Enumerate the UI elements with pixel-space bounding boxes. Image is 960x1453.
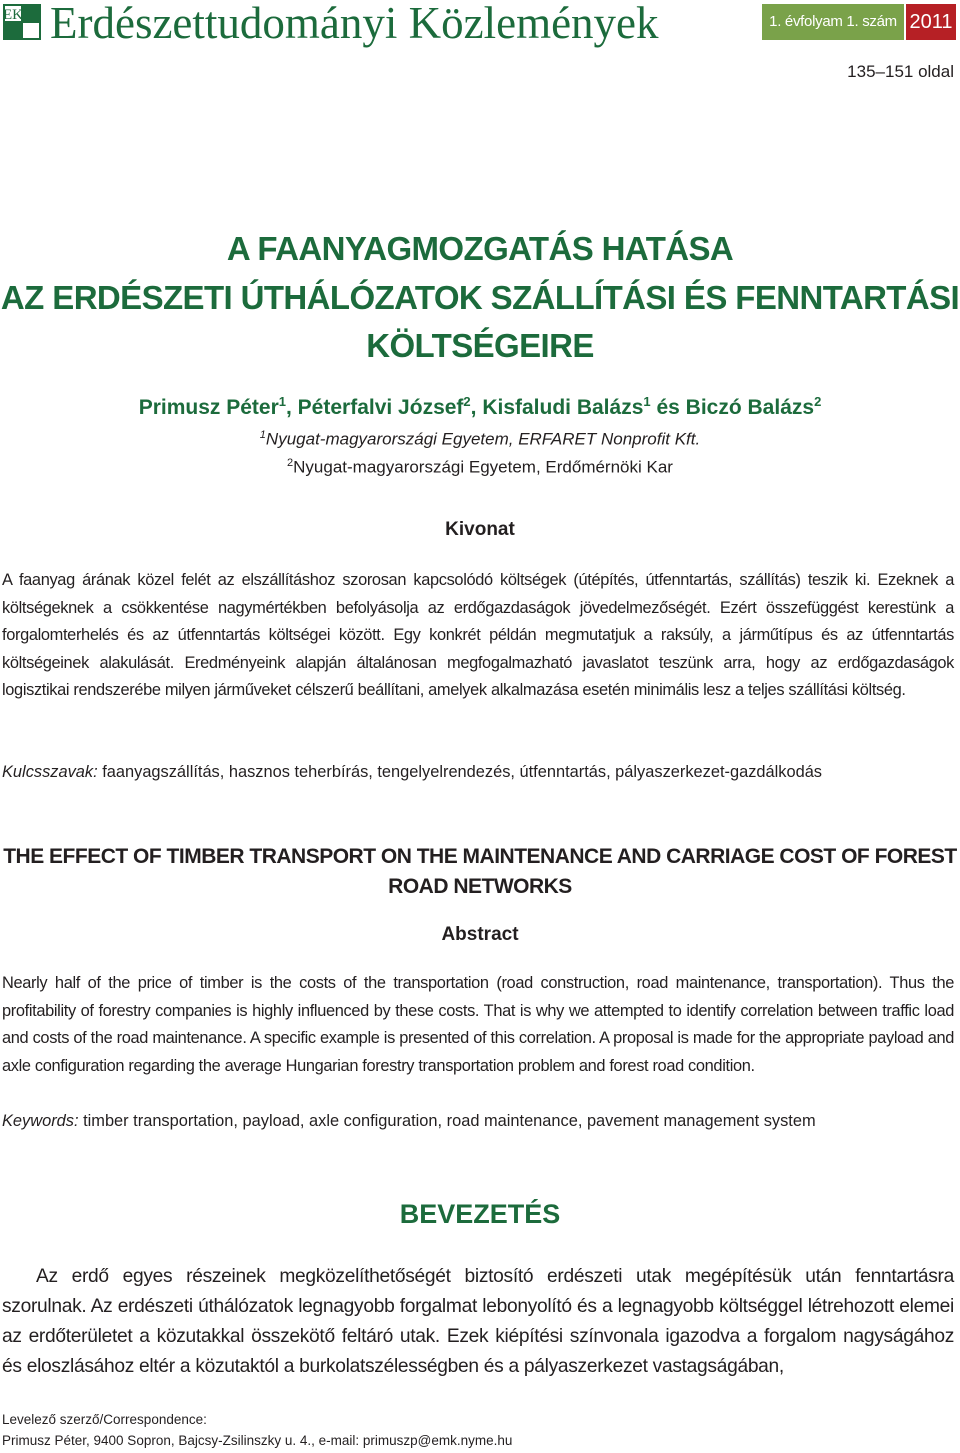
title-line-2: AZ ERDÉSZETI ÚTHÁLÓZATOK SZÁLLÍTÁSI ÉS FENNTARTÁSI xyxy=(0,279,960,316)
affiliation-sup: 1 xyxy=(259,429,266,441)
english-title-line-2: ROAD NETWORKS xyxy=(388,875,572,898)
page-range: 135–151 oldal xyxy=(847,62,954,81)
keywords-text: timber transportation, payload, axle configuration, road maintenance, pavement management system xyxy=(83,1112,816,1130)
abstract-heading: Abstract xyxy=(441,924,519,945)
kivonat-text: A faanyag árának közel felét az elszállításhoz szorosan kapcsolódó költségek (útépítés, útfenntartás, szállítás) teszik ki. Ezeknek a költségeknek a csökkentése nagymértékben befolyásolja az erdőgazdaságok jövedelmezőségét. Ezért összefüggést kerestünk a forgalomterhelés és az útfenntartás költségei között. Egy konkrét példán megmutatjuk a raksúly, a járműtípus és az útfenntartás költségeinek alakulását. Eredményeink alapján általánosan megfogalmazható javaslatot teszünk arra, hogy az erdőgazdaságok logisztikai rendszerébe milyen járműveket célszerű beállítani, amelyek alkalmazása esetén minimális lesz a teljes szállítási költség. xyxy=(2,571,954,699)
author-name: Biczó Balázs xyxy=(685,396,815,419)
author-name: Kisfaludi Balázs xyxy=(482,396,644,419)
author-affil-sup: 2 xyxy=(463,394,471,409)
logo-graphic xyxy=(3,4,41,40)
affiliation-2 xyxy=(0,451,960,480)
abstract-text: Nearly half of the price of timber is the costs of the transportation (road construction, road maintenance, transportation). Thus the profitability of forestry companies is highly influenced by these costs. That is why we attempted to identify correlation between traffic load and costs of the road maintenance. A specific example is presented of this correlation. A proposal is made for the appropriate payload and axle configuration regarding the average Hungarian forestry transportation problem and forest road condition. xyxy=(2,974,954,1075)
author-affil-sup: 1 xyxy=(643,394,651,409)
author-conjunction: és xyxy=(656,396,680,419)
kivonat-heading: Kivonat xyxy=(445,519,515,540)
affiliation-1 xyxy=(0,423,960,452)
keywords-text: faanyagszállítás, hasznos teherbírás, tengelyelrendezés, útfenntartás, pályaszerkezet-gazdálkodás xyxy=(102,763,823,781)
author-name: Primusz Péter xyxy=(138,396,279,419)
keywords-label: Kulcsszavak: xyxy=(2,763,98,781)
correspondence-note xyxy=(2,1409,512,1451)
journal-logo xyxy=(3,4,41,40)
kivonat-keywords xyxy=(2,759,954,785)
author-affil-sup: 2 xyxy=(814,394,822,409)
title-line-3: KÖLTSÉGEIRE xyxy=(366,327,594,364)
correspondence-text: Primusz Péter, 9400 Sopron, Bajcsy-Zsilinszky u. 4., e-mail: primuszp@emk.nyme.hu xyxy=(2,1433,513,1448)
affiliation-sup: 2 xyxy=(287,457,294,469)
affiliation-text: Nyugat-magyarországi Egyetem, ERFARET Nonprofit Kft. xyxy=(265,429,701,449)
logo-letter-e: EK xyxy=(3,7,23,23)
author-name: Péterfalvi József xyxy=(297,396,464,419)
english-title-line-1: THE EFFECT OF TIMBER TRANSPORT ON THE MAINTENANCE AND CARRIAGE COST OF FOREST xyxy=(3,845,957,868)
author-list: Primusz Péter$^1$, Péterfalvi József$^2$, Kisfaludi Balázs$^1$ és Biczó Balázs$^2$ xyxy=(138,394,822,419)
intro-heading: BEVEZETÉS xyxy=(399,1199,561,1229)
year-badge: 2011 xyxy=(906,4,956,40)
intro-paragraph: Az erdő egyes részeinek megközelíthetőségét biztosító erdészeti utak megépítésük után fenntartásra szorulnak. Az erdészeti úthálózatok legnagyobb forgalmat lebonyolító és a legnagyobb költséggel létrehozott elemei az erdőterületet a közutakkal összekötő feltáró utak. Ezek kiépítési színvonala igazodva a forgalom nagyságához és eloszlásához eltér a közutaktól a burkolatszélességben és a pályaszerkezet vastagságában, xyxy=(2,1266,954,1377)
issue-badge: 1. évfolyam 1. szám xyxy=(762,4,904,40)
correspondence-label: Levelező szerző/Correspondence: xyxy=(2,1412,207,1427)
title-line-1: A FAANYAGMOZGATÁS HATÁSA xyxy=(226,230,734,267)
affiliation-text: Nyugat-magyarországi Egyetem, Erdőmérnöki Kar xyxy=(293,457,673,477)
keywords-label: Keywords: xyxy=(2,1112,79,1130)
english-keywords xyxy=(2,1108,954,1134)
author-affil-sup: 1 xyxy=(278,394,286,409)
journal-title: Erdészettudományi Közlemények xyxy=(50,0,659,48)
